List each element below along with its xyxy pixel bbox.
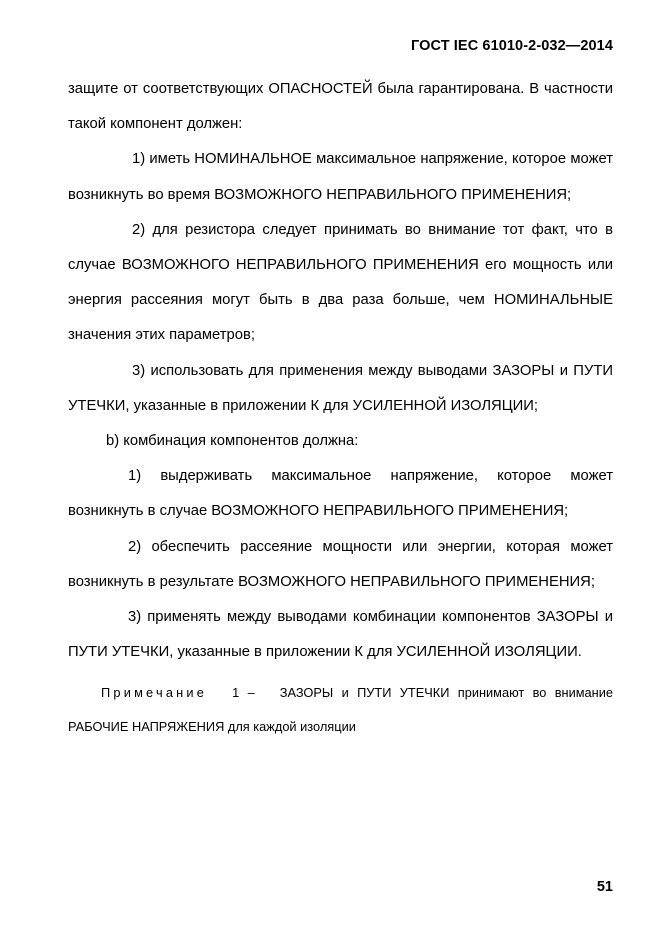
list-item-b1: 1) выдерживать максимальное напряжение, которое может возникнуть в случае ВОЗМОЖНОГО НЕПРАВИЛЬНОГО ПРИМЕНЕНИЯ; — [68, 468, 613, 520]
document-body — [68, 72, 613, 744]
note-label: Примечание — [101, 685, 208, 701]
list-item-a3: 3) использовать для применения между выводами ЗАЗОРЫ и ПУТИ УТЕЧКИ, указанные в приложении К для УСИЛЕННОЙ ИЗОЛЯЦИИ; — [68, 362, 613, 414]
paragraph-intro: защите от соответствующих ОПАСНОСТЕЙ была гарантирована. В частности такой компонент должен: — [68, 81, 613, 133]
list-item-b: b) комбинация компонентов должна: — [106, 433, 359, 450]
list-item-b2: 2) обеспечить рассеяние мощности или энергии, которая может возникнуть в результате ВОЗМОЖНОГО НЕПРАВИЛЬНОГО ПРИМЕНЕНИЯ; — [68, 538, 613, 590]
note-text: ЗАЗОРЫ и ПУТИ УТЕЧКИ принимают во внимание РАБОЧИЕ НАПРЯЖЕНИЯ для каждой изоляции — [68, 685, 613, 735]
list-item-a1: 1) иметь НОМИНАЛЬНОЕ максимальное напряжение, которое может возникнуть во время ВОЗМОЖНОГО НЕПРАВИЛЬНОГО ПРИМЕНЕНИЯ; — [68, 151, 613, 203]
list-item-a2: 2) для резистора следует принимать во внимание тот факт, что в случае ВОЗМОЖНОГО НЕПРАВИЛЬНОГО ПРИМЕНЕНИЯ его мощность или энергия рассеяния могут быть в два раза больше, чем НОМИНАЛЬНЫЕ значения этих параметров; — [68, 221, 613, 344]
list-item-b3: 3) применять между выводами комбинации компонентов ЗАЗОРЫ и ПУТИ УТЕЧКИ, указанные в приложении К для УСИЛЕННОЙ ИЗОЛЯЦИИ. — [68, 609, 613, 661]
note-number: 1 – — [232, 685, 255, 701]
note — [68, 676, 613, 744]
page-number: 51 — [596, 879, 613, 895]
document-header: ГОСТ IEC 61010-2-032—2014 — [411, 38, 613, 54]
